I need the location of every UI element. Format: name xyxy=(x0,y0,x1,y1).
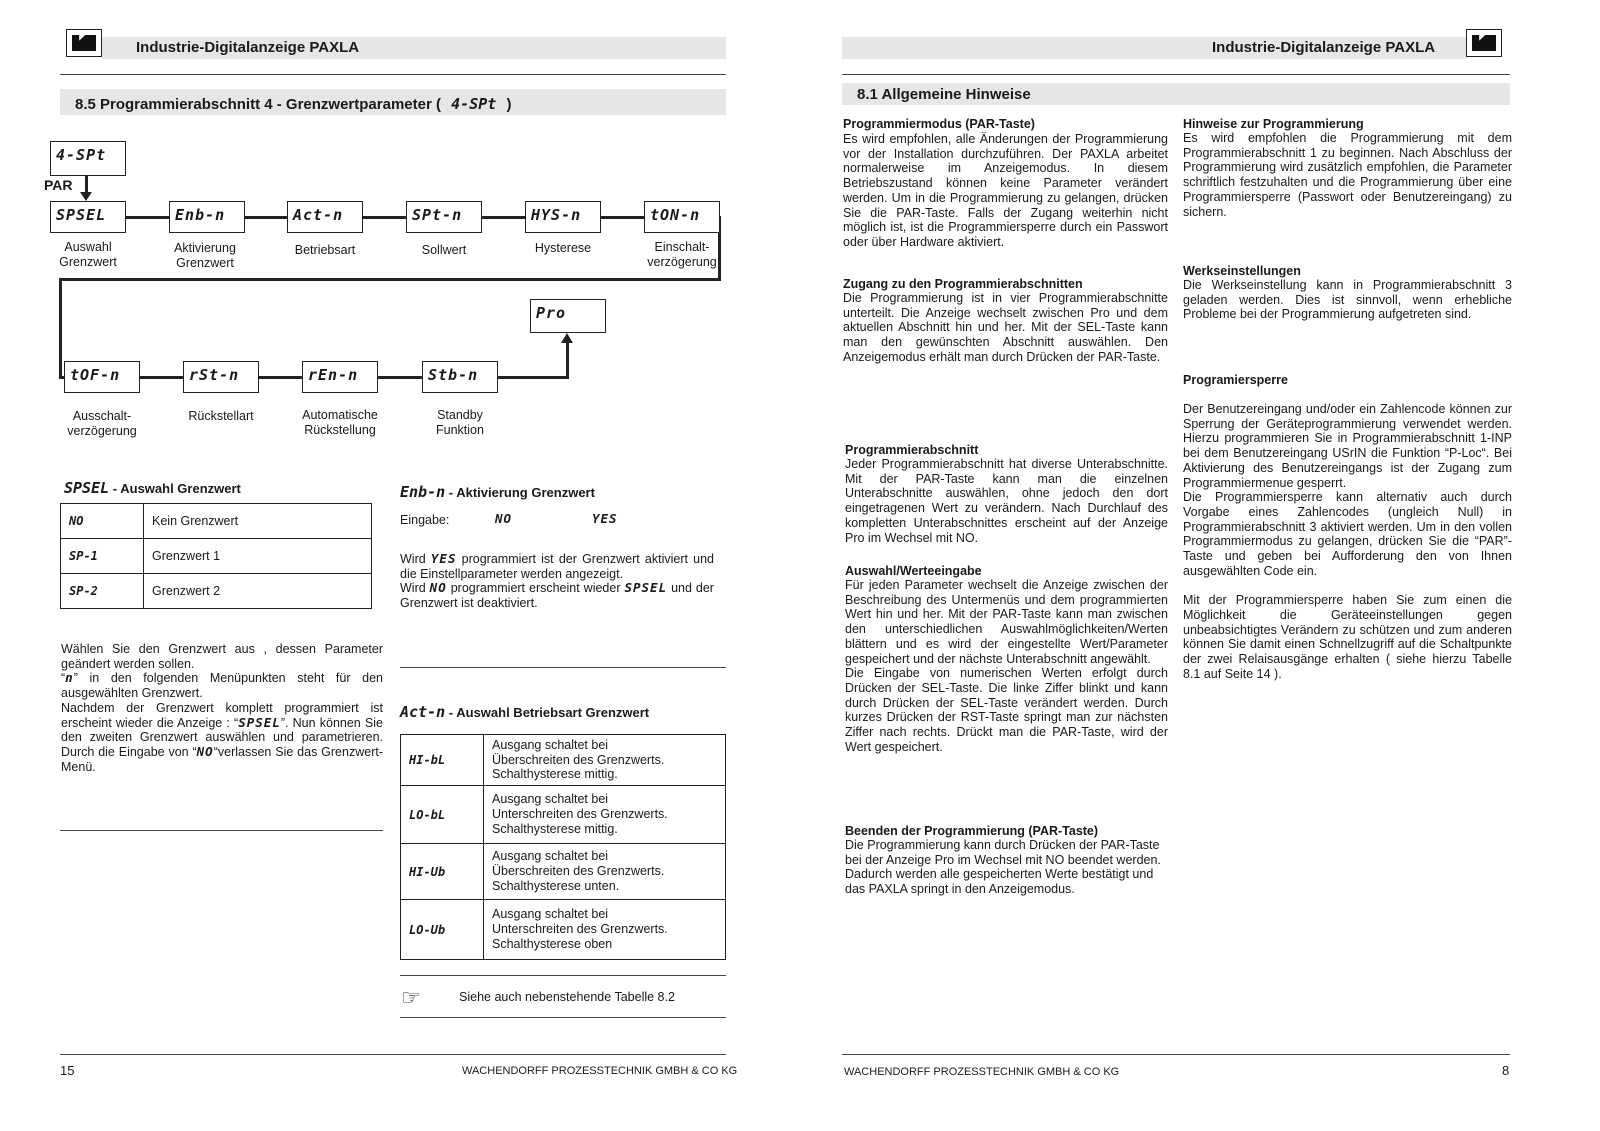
para-auswahl: Für jeden Parameter wechselt die Anzeige zwischen der Beschreibung des Untermenüs und dem programmierten Wert hin und her. Mit der PAR-Taste kann man zwischen den unterschiedlichen Auswahlmöglichkeiten/Werten blättern und es wird der eingestellte Wert/Parameter gespeichert und der nächste Unterabschnitt angewählt. Die Eingabe von numerischen Werten erfolgt durch Drücken der SEL-Taste. Die linke Ziffer blinkt und kann durch Drücken der SEL-Taste verändert werden. Durch kurzes Drücken der RST-Taste springt man zur nächsten Ziffer nach rechts. Drückt man die PAR-Taste, wird der Wert gespeichert. xyxy=(845,578,1168,754)
menu-box-tof: tOF-n xyxy=(64,361,140,393)
table-row: LO-bL Ausgang schaltet bei Unterschreiten des Grenzwerts. Schalthysterese mittig. xyxy=(401,786,726,844)
caption-spt: Sollwert xyxy=(421,243,467,257)
header-rule xyxy=(60,74,726,75)
arrow-down-icon xyxy=(80,192,92,201)
caption-hys: Hysterese xyxy=(534,241,592,255)
caption-spsel: Auswahl Grenzwert xyxy=(59,240,117,269)
heading-werkseinstellungen: Werkseinstellungen xyxy=(1183,264,1301,278)
heading-auswahl: Auswahl/Werteeingabe xyxy=(845,564,982,578)
para-werkseinstellungen: Die Werkseinstellung kann in Programmierabschnitt 3 geladen werden. Dies ist sinnvoll, wenn erhebliche Probleme bei der Programmierung aufgetreten sind. xyxy=(1183,278,1512,322)
para-programmierabschnitt: Jeder Programmierabschnitt hat diverse Unterabschnitte. Mit der PAR-Taste kann man die einzelnen Unterabschnitte auswählen, ohne jedoch den dort eingetragenen Wert zu verändern. Nach Durchlauf des kompletten Unterabschnittes erscheint auf der Anzeige Pro im Wechsel mit NO. xyxy=(845,457,1168,545)
section-title: 8.5 Programmierabschnitt 4 - Grenzwertparameter ( 4-SPt ) xyxy=(75,95,512,113)
act-heading: Act-n - Auswahl Betriebsart Grenzwert xyxy=(400,703,650,721)
menu-box-ren: rEn-n xyxy=(302,361,378,393)
pro-box: Pro xyxy=(530,299,606,333)
para-zugang: Die Programmierung ist in vier Programmierabschnitte unterteilt. Die Anzeige wechselt zwischen Pro und dem aktuellen Abschnitt hin und her. Mit der SEL-Taste kann man den gewünschten Abschnitt auswählen. Den Anzeigemodus erhält man durch Drücken der PAR-Taste. xyxy=(843,291,1168,364)
enb-description: Wird YES programmiert ist der Grenzwert aktiviert und die Einstellparameter werden angezeigt. Wird NO programmiert erscheint wieder SPSEL und der Grenzwert ist deaktiviert. xyxy=(400,551,714,611)
header-title: Industrie-Digitalanzeige PAXLA xyxy=(136,39,360,56)
menu-box-spt: SPt-n xyxy=(406,201,482,233)
menu-box-ton: tON-n xyxy=(644,201,720,233)
menu-box-enb: Enb-n xyxy=(169,201,245,233)
heading-programmiermodus: Programmiermodus (PAR-Taste) xyxy=(843,117,1035,131)
heading-programmierabschnitt: Programmierabschnitt xyxy=(845,443,979,457)
enb-heading: Enb-n - Aktivierung Grenzwert xyxy=(400,483,595,501)
right-page xyxy=(800,0,1600,1131)
menu-box-hys: HYS-n xyxy=(525,201,601,233)
table-row: HI-bL Ausgang schaltet bei Überschreiten des Grenzwerts. Schalthysterese mittig. xyxy=(401,735,726,786)
heading-zugang: Zugang zu den Programmierabschnitten xyxy=(843,277,1083,291)
enb-option-no: NO xyxy=(495,511,513,526)
spsel-description: Wählen Sie den Grenzwert aus , dessen Parameter geändert werden sollen. “n” in den folgenden Menüpunkten steht für den ausgewählten Grenzwert. Nachdem der Grenzwert komplett programmiert ist erscheint wieder die Anzeige : “SPSEL”. Nun können Sie den zweiten Grenzwert auswählen und parametrieren. Durch die Eingabe von “NO“verlassen Sie das Grenzwert- Menü. xyxy=(61,642,383,774)
para-hinweise: Es wird empfohlen die Programmierung mit dem Programmierabschnitt 1 zu beginnen. Nach Abschluss der Programmierung wird zusätzlich empfohlen, die Parameter schriftlich festzuhalten und die Programmierung über eine Programmiersperre (Passwort oder Benutzereingang) zu sichern. xyxy=(1183,131,1512,219)
pointing-hand-icon: ☞ xyxy=(401,985,421,1010)
company-logo-icon xyxy=(1466,29,1502,57)
caption-ton: Einschalt- verzögerung xyxy=(647,240,717,269)
caption-stb: Standby Funktion xyxy=(436,408,484,437)
enb-option-yes: YES xyxy=(592,511,618,526)
heading-programiersperre: Programiersperre xyxy=(1183,373,1288,387)
para-programmiermodus: Es wird empfohlen, alle Änderungen der Programmierung vor der Installation durchzuführen. Der PAXLA arbeitet normalerweise im Anzeigemodus. In diesem Betriebszustand können keine Parameter verändert werden. Um in die Programmierung zu gelangen, drücken Sie die PAR-Taste. Falls der Zugang weiterhin nicht möglich ist, ist die Programmiersperre durch ein Passwort oder über Hardware aktiviert. xyxy=(843,132,1168,249)
company-logo-icon xyxy=(66,29,102,57)
menu-box-act: Act-n xyxy=(287,201,363,233)
act-table xyxy=(400,734,726,960)
act-note: Siehe auch nebenstehende Tabelle 8.2 xyxy=(459,990,675,1004)
caption-ren: Automatische Rückstellung xyxy=(302,408,378,437)
spsel-table xyxy=(60,503,372,609)
header-title: Industrie-Digitalanzeige PAXLA xyxy=(1212,39,1436,56)
section-title: 8.1 Allgemeine Hinweise xyxy=(857,86,1031,103)
heading-hinweise: Hinweise zur Programmierung xyxy=(1183,117,1364,131)
footer-company: WACHENDORFF PROZESSTECHNIK GMBH & CO KG xyxy=(462,1065,738,1077)
page-number: 15 xyxy=(60,1063,75,1078)
enb-input-label: Eingabe: xyxy=(400,513,450,527)
arrow-up-icon xyxy=(561,333,573,343)
para-programiersperre: Der Benutzereingang und/oder ein Zahlencode können zur Sperrung der Geräteprogrammierung verwendet werden. Hierzu programmieren Sie in Programmierabschnitt 1-INP bei dem Benutzereingang USrIN die Funktion “P-Loc“. Bei Aktivierung des Benutzereingangs ist der Zugang zum Programmiermenue gesperrt. Die Programmiersperre kann alternativ auch durch Vorgabe eines Zahlencodes (ungleich Null) in Programmierabschnitt 3 aktiviert werden. Um in den vollen Programmiermodus zu gelangen, drücken Sie die “PAR”-Taste und geben bei Aufforderung den von Ihnen ausgewählten Code ein. Mit der Programmiersperre haben Sie zum einen die Möglichkeit die Geräteeinstellungen gegen unbeabsichtigtes Verändern zu schützen und zum anderen können Sie damit einen Schnellzugriff auf die Schaltpunkte der zwei Relaisausgänge erhalten ( siehe hierzu Tabelle 8.1 auf Seite 14 ). xyxy=(1183,402,1512,681)
table-row: NO Kein Grenzwert xyxy=(61,504,372,539)
menu-box-rst: rSt-n xyxy=(183,361,259,393)
footer-company: WACHENDORFF PROZESSTECHNIK GMBH & CO KG xyxy=(844,1066,1120,1078)
start-box: 4-SPt xyxy=(50,141,126,176)
caption-enb: Aktivierung Grenzwert xyxy=(174,241,236,270)
table-row: SP-2 Grenzwert 2 xyxy=(61,574,372,609)
para-beenden: Die Programmierung kann durch Drücken der PAR-Taste bei der Anzeige Pro im Wechsel mit NO beendet werden. Dadurch werden alle gespeicherten Werte bestätigt und das PAXLA springt in den Anzeigemodus. xyxy=(845,838,1161,897)
caption-act: Betriebsart xyxy=(294,243,356,257)
par-label: PAR xyxy=(44,177,73,193)
menu-box-stb: Stb-n xyxy=(422,361,498,393)
table-row: LO-Ub Ausgang schaltet bei Unterschreiten des Grenzwerts. Schalthysterese oben xyxy=(401,900,726,960)
table-row: SP-1 Grenzwert 1 xyxy=(61,539,372,574)
heading-beenden: Beenden der Programmierung (PAR-Taste) xyxy=(845,824,1099,838)
caption-tof: Ausschalt- verzögerung xyxy=(67,409,137,438)
table-row: HI-Ub Ausgang schaltet bei Überschreiten des Grenzwerts. Schalthysterese unten. xyxy=(401,844,726,900)
caption-rst: Rückstellart xyxy=(188,409,254,423)
spsel-heading: SPSEL - Auswahl Grenzwert xyxy=(64,479,241,497)
page-number: 8 xyxy=(1502,1063,1510,1078)
menu-box-spsel: SPSEL xyxy=(50,201,126,233)
